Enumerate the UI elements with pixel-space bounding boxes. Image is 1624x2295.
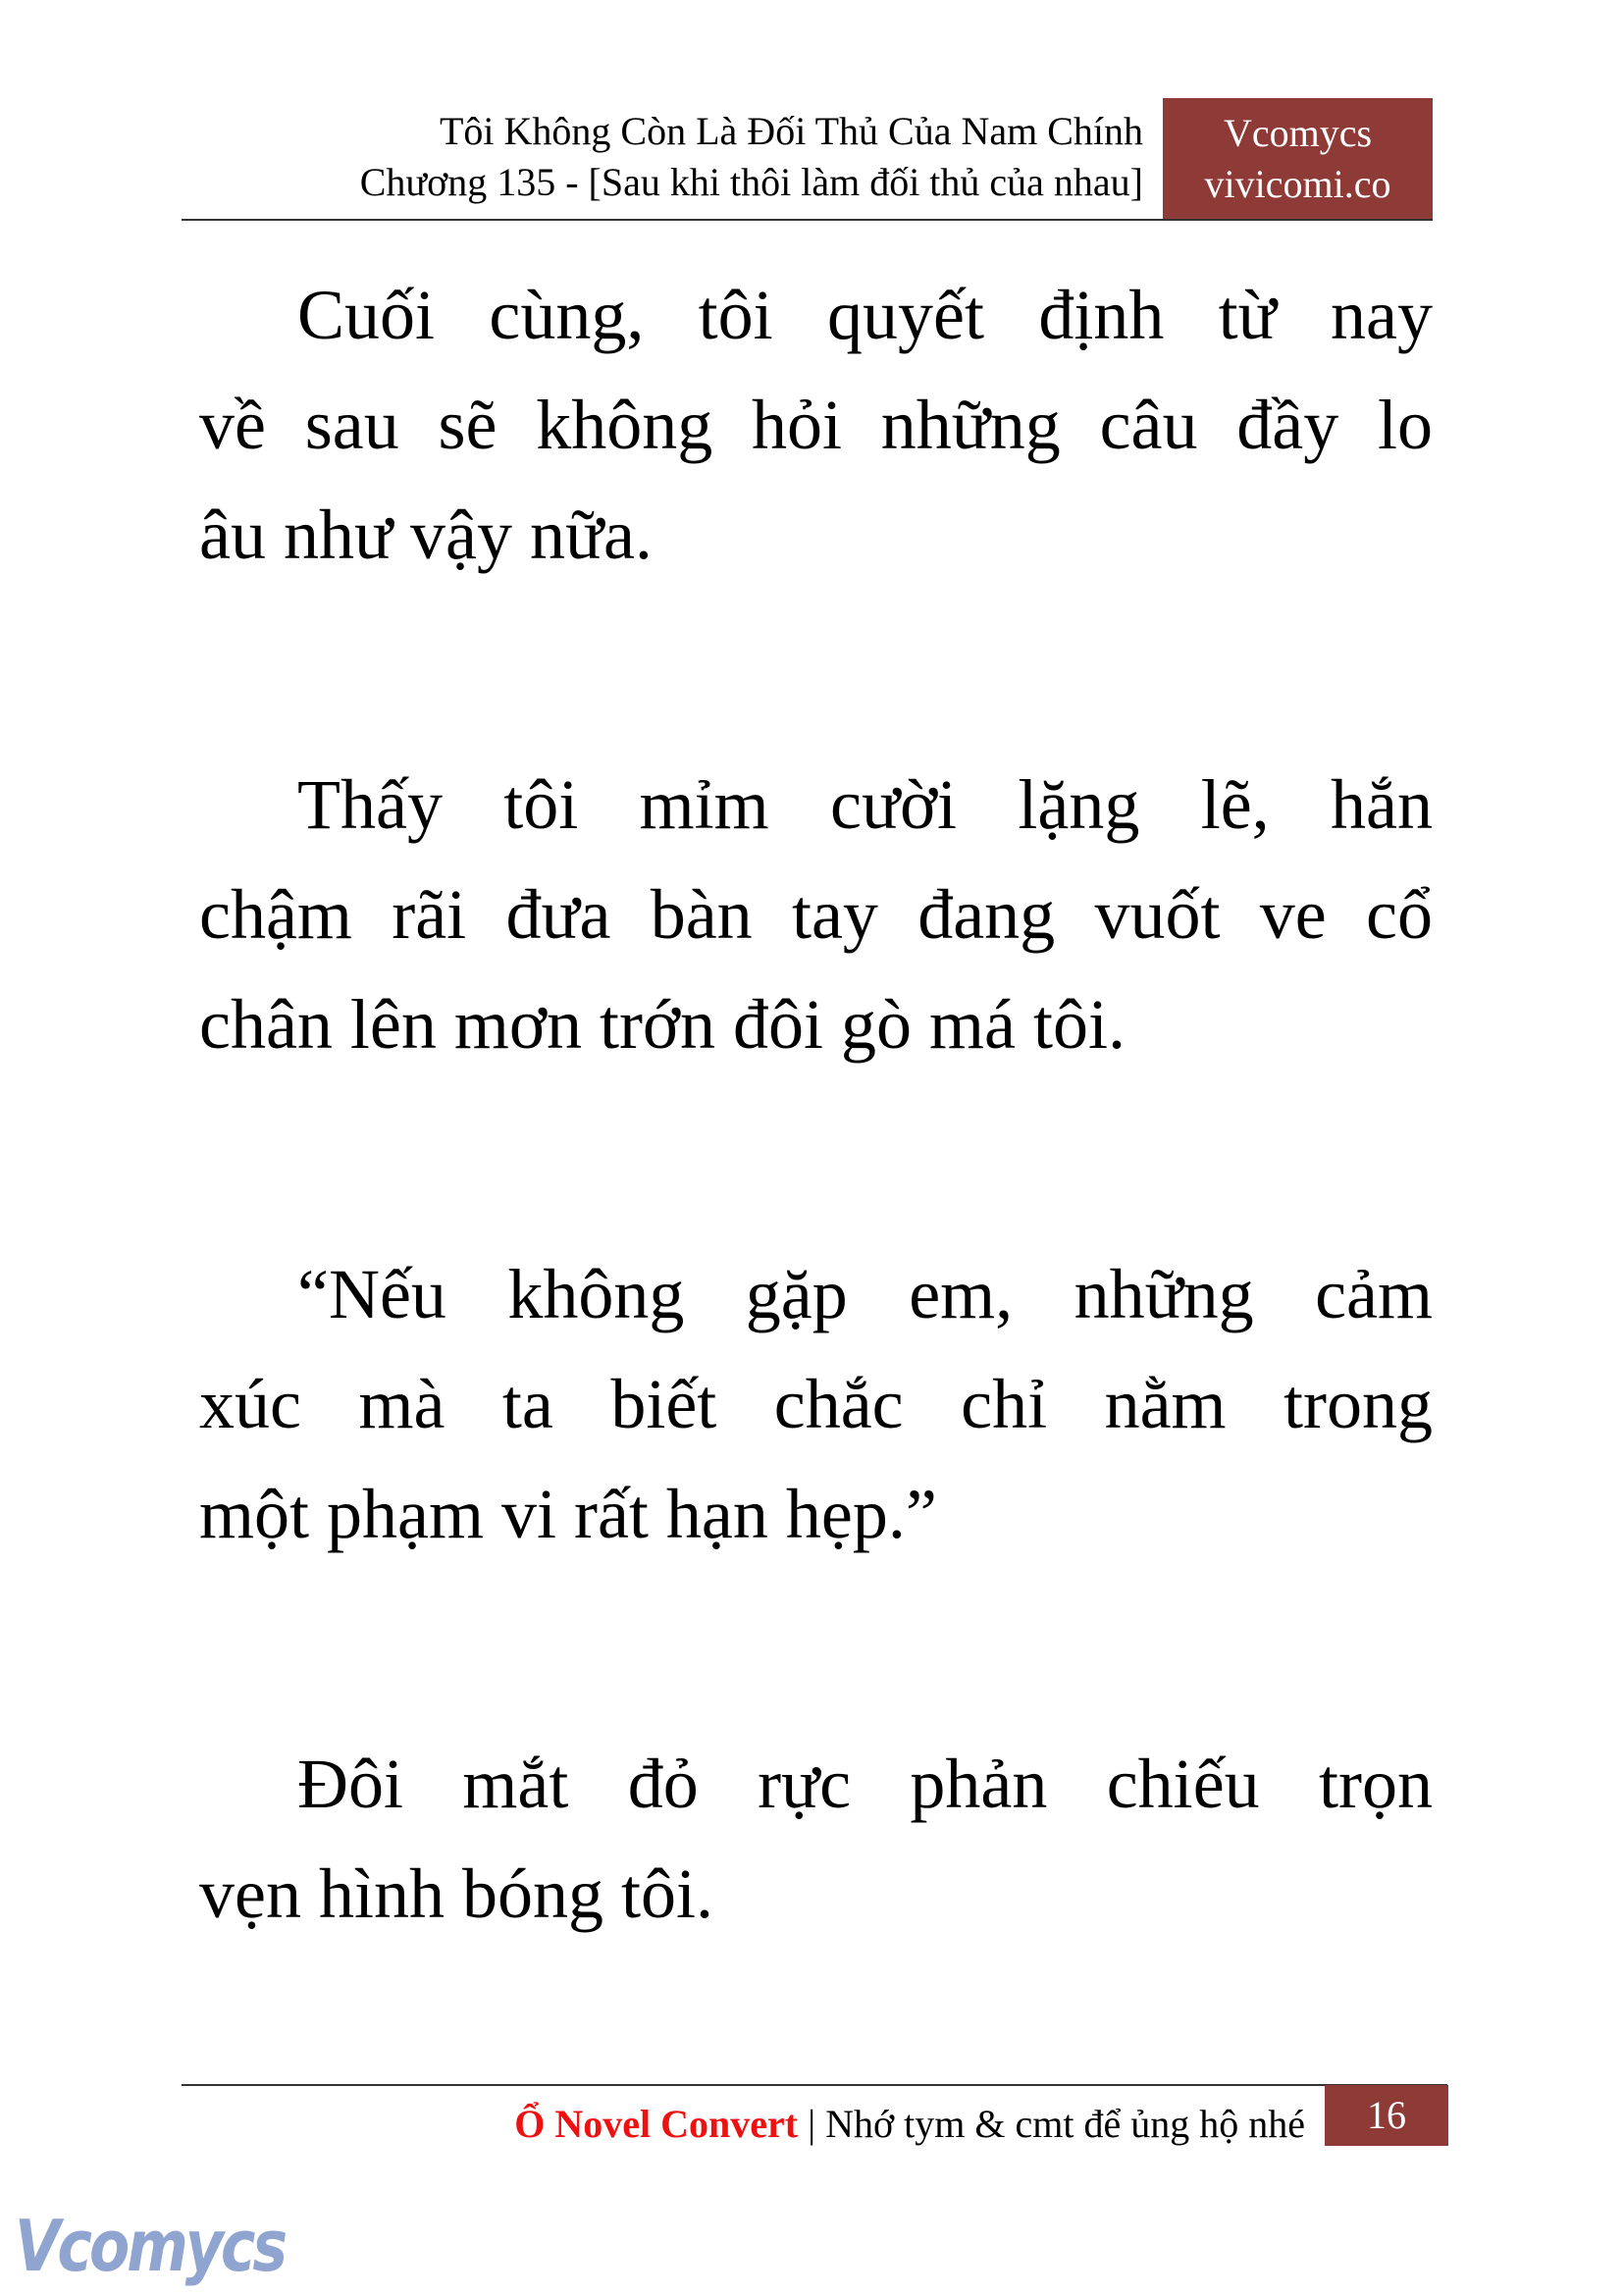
paragraph-line: một phạm vi rất hạn hẹp.”	[199, 1475, 937, 1553]
site-badge	[1163, 98, 1433, 221]
paragraph-line: vẹn hình bóng tôi.	[199, 1854, 713, 1933]
footer-text	[514, 2100, 1305, 2149]
paragraph-line: chân lên mơn trớn đôi gò má tôi.	[199, 985, 1126, 1064]
vcomycs-logo: Vcomycs	[15, 2206, 286, 2288]
paragraph-line: âu như vậy nữa.	[199, 496, 653, 574]
page-number: 16	[1325, 2085, 1448, 2146]
site-name: Vcomycs	[1223, 111, 1373, 155]
running-header	[360, 106, 1143, 208]
paragraph-line: xúc mà ta biết chắc chỉ nằm trong	[199, 1365, 1433, 1443]
paragraph	[199, 1729, 1433, 1949]
footer-brand: Ổ Novel Convert	[514, 2102, 799, 2146]
paragraph	[199, 750, 1433, 1079]
paragraph-line: về sau sẽ không hỏi những câu đầy lo	[199, 386, 1433, 464]
footer-separator: |	[808, 2102, 816, 2146]
paragraph-line: Đôi mắt đỏ rực phản chiếu trọn	[297, 1745, 1433, 1823]
footer-divider	[182, 2084, 1447, 2086]
paragraph-line: “Nếu không gặp em, những cảm	[297, 1255, 1433, 1333]
paragraph	[199, 260, 1433, 590]
paragraph-line: chậm rãi đưa bàn tay đang vuốt ve cổ	[199, 875, 1433, 954]
chapter-title: Chương 135 - [Sau khi thôi làm đối thủ của nhau]	[359, 160, 1143, 204]
footer-message: Nhớ tym & cmt để ủng hộ nhé	[825, 2102, 1305, 2146]
paragraph-line: Cuối cùng, tôi quyết định từ nay	[297, 276, 1433, 354]
header-divider	[182, 219, 1433, 221]
site-url: vivicomi.co	[1204, 162, 1391, 206]
book-title: Tôi Không Còn Là Đối Thủ Của Nam Chính	[440, 109, 1143, 153]
paragraph	[199, 1239, 1433, 1569]
paragraph-line: Thấy tôi mỉm cười lặng lẽ, hắn	[297, 765, 1433, 844]
page-body	[199, 260, 1433, 2109]
